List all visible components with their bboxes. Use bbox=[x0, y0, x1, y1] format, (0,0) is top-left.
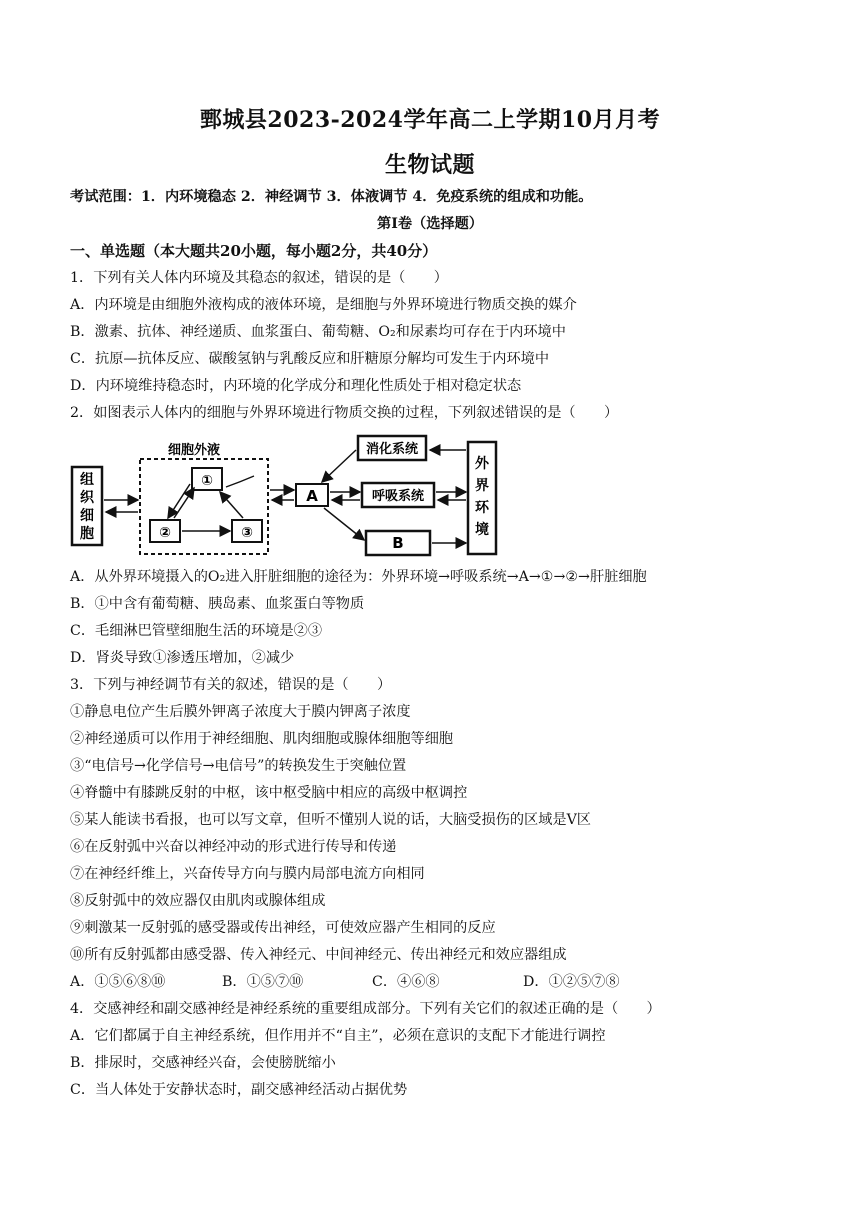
part-heading: 第Ⅰ卷（选择题） bbox=[377, 216, 483, 232]
svg-text:织: 织 bbox=[80, 490, 94, 506]
q3-option-c: C．④⑥⑧ bbox=[372, 974, 440, 990]
section-heading: 一、单选题（本大题共20小题，每小题2分，共40分） bbox=[70, 242, 438, 260]
svg-text:①: ① bbox=[201, 473, 213, 489]
q2-option-c: C．毛细淋巴管壁细胞生活的环境是②③ bbox=[70, 623, 323, 639]
extracellular-label: 细胞外液 bbox=[168, 443, 221, 458]
q3-item: ①静息电位产生后膜外钾离子浓度大于膜内钾离子浓度 bbox=[70, 704, 411, 720]
q2-option-a: A．从外界环境摄入的O₂进入肝脏细胞的途径为：外界环境→呼吸系统→A→①→②→肝脏细胞 bbox=[70, 569, 647, 585]
q3-item: ⑨刺激某一反射弧的感受器或传出神经，可使效应器产生相同的反应 bbox=[70, 920, 496, 936]
svg-text:细: 细 bbox=[80, 508, 94, 524]
svg-text:环: 环 bbox=[475, 500, 489, 516]
q1-option-c: C．抗原—抗体反应、碳酸氢钠与乳酸反应和肝糖原分解均可发生于内环境中 bbox=[70, 351, 550, 367]
q3-item: ⑥在反射弧中兴奋以神经冲动的形式进行传导和传递 bbox=[70, 839, 397, 855]
svg-text:B: B bbox=[392, 534, 404, 552]
svg-text:②: ② bbox=[159, 525, 171, 541]
q4-stem: 4．交感神经和副交感神经是神经系统的重要组成部分。下列有关它们的叙述正确的是（ ） bbox=[70, 1001, 661, 1017]
q1-option-a: A．内环境是由细胞外液构成的液体环境，是细胞与外界环境进行物质交换的媒介 bbox=[70, 297, 577, 313]
svg-text:胞: 胞 bbox=[80, 526, 94, 542]
svg-text:③: ③ bbox=[241, 525, 253, 541]
q2-option-b: B．①中含有葡萄糖、胰岛素、血浆蛋白等物质 bbox=[70, 596, 365, 612]
q2-option-d: D．肾炎导致①渗透压增加，②减少 bbox=[70, 650, 295, 666]
q4-option-a: A．它们都属于自主神经系统，但作用并不“自主”，必须在意识的支配下才能进行调控 bbox=[70, 1028, 606, 1044]
q1-stem: 1．下列有关人体内环境及其稳态的叙述，错误的是（ ） bbox=[70, 270, 448, 286]
q3-option-b: B．①⑤⑦⑩ bbox=[222, 974, 304, 990]
exam-subtitle: 生物试题 bbox=[384, 152, 475, 178]
tissue-cell-label: 组 bbox=[80, 472, 94, 488]
svg-text:界: 界 bbox=[475, 478, 489, 494]
svg-text:呼吸系统: 呼吸系统 bbox=[371, 489, 425, 504]
q3-item: ③“电信号→化学信号→电信号”的转换发生于突触位置 bbox=[70, 758, 407, 774]
svg-text:A: A bbox=[306, 487, 318, 505]
exam-title: 鄄城县2023-2024学年高二上学期10月月考 bbox=[199, 107, 661, 133]
q3-option-a: A．①⑤⑥⑧⑩ bbox=[70, 974, 166, 990]
q4-option-c: C．当人体处于安静状态时，副交感神经活动占据优势 bbox=[70, 1082, 408, 1098]
svg-text:消化系统: 消化系统 bbox=[365, 442, 419, 457]
exam-scope: 考试范围：1．内环境稳态 2．神经调节 3．体液调节 4．免疫系统的组成和功能。 bbox=[70, 189, 593, 205]
q3-stem: 3．下列与神经调节有关的叙述，错误的是（ ） bbox=[70, 677, 392, 693]
q3-item: ⑩所有反射弧都由感受器、传入神经元、中间神经元、传出神经元和效应器组成 bbox=[70, 947, 567, 963]
q3-item: ④脊髓中有膝跳反射的中枢，该中枢受脑中相应的高级中枢调控 bbox=[70, 785, 468, 801]
svg-text:外: 外 bbox=[475, 456, 489, 472]
q3-item: ②神经递质可以作用于神经细胞、肌肉细胞或腺体细胞等细胞 bbox=[70, 731, 454, 747]
q1-option-b: B．激素、抗体、神经递质、血浆蛋白、葡萄糖、O₂和尿素均可存在于内环境中 bbox=[70, 324, 566, 340]
q2-stem: 2．如图表示人体内的细胞与外界环境进行物质交换的过程，下列叙述错误的是（ ） bbox=[70, 405, 619, 421]
q3-option-d: D．①②⑤⑦⑧ bbox=[523, 974, 620, 990]
q3-item: ⑦在神经纤维上，兴奋传导方向与膜内局部电流方向相同 bbox=[70, 866, 425, 882]
exchange-diagram bbox=[68, 432, 508, 567]
q1-option-d: D．内环境维持稳态时，内环境的化学成分和理化性质处于相对稳定状态 bbox=[70, 378, 522, 394]
q3-item: ⑤某人能读书看报，也可以写文章，但听不懂别人说的话，大脑受损伤的区域是Ⅴ区 bbox=[70, 812, 591, 828]
q4-option-b: B．排尿时，交感神经兴奋，会使膀胱缩小 bbox=[70, 1055, 336, 1071]
svg-text:境: 境 bbox=[475, 522, 489, 538]
q3-item: ⑧反射弧中的效应器仅由肌肉或腺体组成 bbox=[70, 893, 326, 909]
